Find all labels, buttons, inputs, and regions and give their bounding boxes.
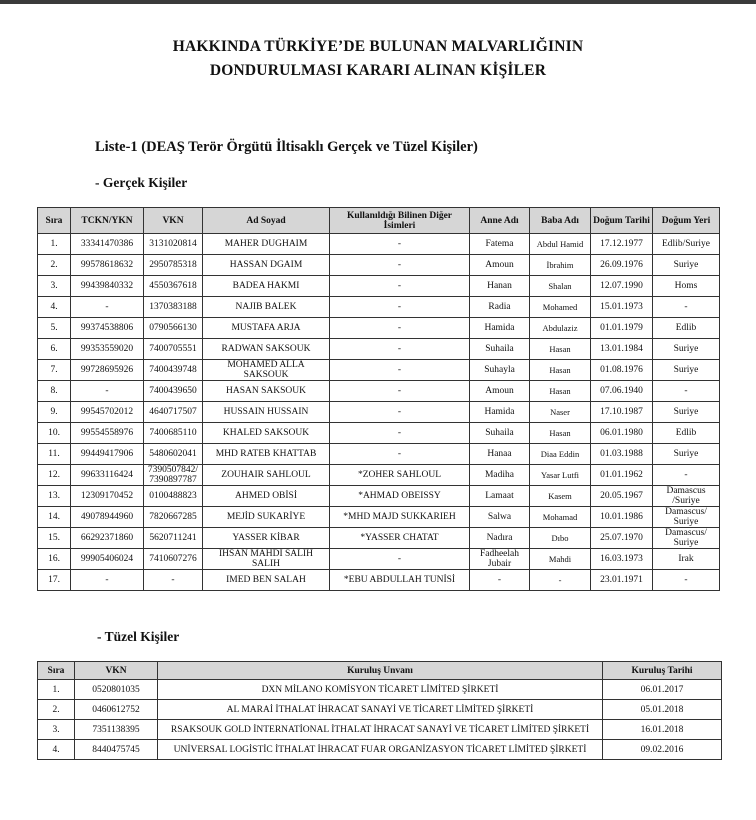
gercek-col-header: Doğum Yeri — [653, 208, 720, 234]
table-row — [38, 486, 720, 507]
gercek-cell: Suriye — [653, 444, 720, 465]
gercek-cell: Diaa Eddin — [530, 444, 591, 465]
gercek-cell: 15. — [38, 528, 71, 549]
table-row — [38, 740, 722, 760]
gercek-cell: IMED BEN SALAH — [203, 570, 330, 591]
gercek-cell: YASSER KİBAR — [203, 528, 330, 549]
gercek-cell: AHMED OBİSİ — [203, 486, 330, 507]
gercek-cell: *AHMAD OBEISSY — [330, 486, 470, 507]
table-row — [38, 381, 720, 402]
table-row — [38, 360, 720, 381]
gercek-cell: Hasan — [530, 381, 591, 402]
gercek-cell: 0790566130 — [144, 318, 203, 339]
gercek-cell: - — [330, 339, 470, 360]
gercek-cell: - — [653, 570, 720, 591]
gercek-cell: 16. — [38, 549, 71, 570]
gercek-cell: Suriye — [653, 360, 720, 381]
tuzel-cell: 2. — [38, 700, 75, 720]
list-heading: Liste-1 (DEAŞ Terör Örgütü İltisaklı Gerçek ve Tüzel Kişiler) — [95, 139, 478, 155]
tuzel-cell: 4. — [38, 740, 75, 760]
gercek-cell: 06.01.1980 — [591, 423, 653, 444]
tuzel-kisiler-table — [37, 661, 722, 760]
gercek-cell: MOHAMED ALLA SAKSOUK — [203, 360, 330, 381]
gercek-cell: 99728695926 — [71, 360, 144, 381]
table-row — [38, 276, 720, 297]
tuzel-cell: DXN MİLANO KOMİSYON TİCARET LİMİTED ŞİRKETİ — [158, 680, 603, 700]
gercek-cell: Edlib — [653, 423, 720, 444]
gercek-cell: 5. — [38, 318, 71, 339]
table-row — [38, 339, 720, 360]
gercek-cell: Homs — [653, 276, 720, 297]
table-row — [38, 423, 720, 444]
gercek-cell: Hanaa — [470, 444, 530, 465]
gercek-cell: MUSTAFA ARJA — [203, 318, 330, 339]
gercek-cell: Suhaila — [470, 423, 530, 444]
gercek-cell: - — [470, 570, 530, 591]
gercek-cell: 33341470386 — [71, 234, 144, 255]
gercek-cell: Hamida — [470, 318, 530, 339]
gercek-cell: 7400439748 — [144, 360, 203, 381]
tuzel-col-header: Kuruluş Unvanı — [158, 662, 603, 680]
gercek-cell: 49078944960 — [71, 507, 144, 528]
gercek-cell: MAHER DUGHAIM — [203, 234, 330, 255]
gercek-cell: 01.01.1962 — [591, 465, 653, 486]
tuzel-cell: RSAKSOUK GOLD İNTERNATİONAL İTHALAT İHRACAT SANAYİ VE TİCARET LİMİTED ŞİRKETİ — [158, 720, 603, 740]
gercek-cell: İbrahim — [530, 255, 591, 276]
tuzel-cell: 16.01.2018 — [603, 720, 722, 740]
gercek-cell: 17.10.1987 — [591, 402, 653, 423]
gercek-cell: - — [330, 234, 470, 255]
gercek-cell: 13.01.1984 — [591, 339, 653, 360]
gercek-cell: 7400685110 — [144, 423, 203, 444]
gercek-cell: IHSAN MAHDI SALIH SALIH — [203, 549, 330, 570]
gercek-cell: 17.12.1977 — [591, 234, 653, 255]
gercek-cell: - — [653, 465, 720, 486]
gercek-cell: BADEA HAKMI — [203, 276, 330, 297]
gercek-cell: Dıbo — [530, 528, 591, 549]
gercek-cell: 99374538806 — [71, 318, 144, 339]
gercek-cell: *EBU ABDULLAH TUNİSİ — [330, 570, 470, 591]
gercek-table-body — [38, 234, 720, 591]
gercek-cell: 1370383188 — [144, 297, 203, 318]
gercek-kisiler-table — [37, 207, 720, 591]
gercek-cell: Radia — [470, 297, 530, 318]
gercek-col-header: Doğum Tarihi — [591, 208, 653, 234]
table-row — [38, 255, 720, 276]
gercek-cell: 2. — [38, 255, 71, 276]
gercek-cell: Suhaila — [470, 339, 530, 360]
tuzel-col-header: Sıra — [38, 662, 75, 680]
gercek-cell: Hasan — [530, 360, 591, 381]
gercek-cell: Damascus/ Suriye — [653, 528, 720, 549]
gercek-cell: KHALED SAKSOUK — [203, 423, 330, 444]
tuzel-table-header — [38, 662, 722, 680]
gercek-cell: Shalan — [530, 276, 591, 297]
tuzel-col-header: Kuruluş Tarihi — [603, 662, 722, 680]
gercek-cell: 7400439650 — [144, 381, 203, 402]
table-row — [38, 402, 720, 423]
document-title-line-2: DONDURULMASI KARARI ALINAN KİŞİLER — [209, 62, 547, 79]
gercek-cell: MEJİD SUKARİYE — [203, 507, 330, 528]
tuzel-cell: AL MARAİ İTHALAT İHRACAT SANAYİ VE TİCARET LİMİTED ŞİRKETİ — [158, 700, 603, 720]
tuzel-col-header: VKN — [75, 662, 158, 680]
gercek-cell: 01.03.1988 — [591, 444, 653, 465]
gercek-cell: NAJIB BALEK — [203, 297, 330, 318]
gercek-cell: Hamida — [470, 402, 530, 423]
gercek-cell: Fadheelah Jubair — [470, 549, 530, 570]
gercek-kisiler-heading: - Gerçek Kişiler — [95, 175, 188, 190]
table-row — [38, 570, 720, 591]
gercek-cell: Damascus/ Suriye — [653, 507, 720, 528]
gercek-cell: Suriye — [653, 339, 720, 360]
gercek-cell: - — [330, 444, 470, 465]
gercek-cell: Hanan — [470, 276, 530, 297]
gercek-cell: - — [330, 423, 470, 444]
gercek-cell: 12. — [38, 465, 71, 486]
gercek-cell: Edlib/Suriye — [653, 234, 720, 255]
gercek-cell: 11. — [38, 444, 71, 465]
gercek-cell: 7410607276 — [144, 549, 203, 570]
gercek-cell: Lamaat — [470, 486, 530, 507]
gercek-cell: 10.01.1986 — [591, 507, 653, 528]
gercek-table-header — [38, 208, 720, 234]
gercek-cell: Amoun — [470, 255, 530, 276]
gercek-cell: 2950785318 — [144, 255, 203, 276]
gercek-cell: - — [330, 549, 470, 570]
gercek-cell: Fatema — [470, 234, 530, 255]
tuzel-cell: UNİVERSAL LOGİSTİC İTHALAT İHRACAT FUAR ORGANİZASYON TİCARET LİMİTED ŞİRKETİ — [158, 740, 603, 760]
gercek-cell: 6. — [38, 339, 71, 360]
gercek-cell: - — [530, 570, 591, 591]
gercek-cell: 14. — [38, 507, 71, 528]
tuzel-cell: 8440475745 — [75, 740, 158, 760]
gercek-cell: Damascus /Suriye — [653, 486, 720, 507]
gercek-cell: - — [71, 381, 144, 402]
tuzel-cell: 1. — [38, 680, 75, 700]
gercek-cell: Abdul Hamid — [530, 234, 591, 255]
gercek-cell: Edlib — [653, 318, 720, 339]
gercek-cell: 99554558976 — [71, 423, 144, 444]
tuzel-cell: 3. — [38, 720, 75, 740]
gercek-cell: Mahdi — [530, 549, 591, 570]
gercek-cell: - — [71, 570, 144, 591]
gercek-cell: Kasem — [530, 486, 591, 507]
gercek-cell: Mohamad — [530, 507, 591, 528]
gercek-cell: 99545702012 — [71, 402, 144, 423]
gercek-cell: - — [144, 570, 203, 591]
gercek-cell: 07.06.1940 — [591, 381, 653, 402]
gercek-cell: 20.05.1967 — [591, 486, 653, 507]
gercek-col-header: Anne Adı — [470, 208, 530, 234]
gercek-cell: 15.01.1973 — [591, 297, 653, 318]
table-row — [38, 234, 720, 255]
gercek-cell: 0100488823 — [144, 486, 203, 507]
gercek-cell: 1. — [38, 234, 71, 255]
gercek-cell: 5480602041 — [144, 444, 203, 465]
tuzel-cell: 7351138395 — [75, 720, 158, 740]
gercek-cell: HUSSAIN HUSSAIN — [203, 402, 330, 423]
gercek-cell: 4640717507 — [144, 402, 203, 423]
gercek-cell: - — [653, 381, 720, 402]
gercek-cell: - — [330, 255, 470, 276]
gercek-cell: 25.07.1970 — [591, 528, 653, 549]
gercek-col-header: Ad Soyad — [203, 208, 330, 234]
gercek-cell: - — [653, 297, 720, 318]
table-row — [38, 700, 722, 720]
table-row — [38, 680, 722, 700]
gercek-cell: 16.03.1973 — [591, 549, 653, 570]
gercek-cell: 99353559020 — [71, 339, 144, 360]
gercek-cell: Suriye — [653, 255, 720, 276]
gercek-col-header: TCKN/YKN — [71, 208, 144, 234]
gercek-cell: RADWAN SAKSOUK — [203, 339, 330, 360]
gercek-cell: - — [330, 297, 470, 318]
gercek-cell: 17. — [38, 570, 71, 591]
table-row — [38, 465, 720, 486]
gercek-cell: 10. — [38, 423, 71, 444]
tuzel-table-body — [38, 680, 722, 760]
gercek-cell: 66292371860 — [71, 528, 144, 549]
gercek-cell: ZOUHAIR SAHLOUL — [203, 465, 330, 486]
gercek-col-header: Kullanıldığı Bilinen Diğer İsimleri — [330, 208, 470, 234]
gercek-cell: - — [71, 297, 144, 318]
gercek-cell: 99578618632 — [71, 255, 144, 276]
tuzel-cell: 09.02.2016 — [603, 740, 722, 760]
gercek-cell: 7390507842/ 7390897787 — [144, 465, 203, 486]
gercek-cell: Nadıra — [470, 528, 530, 549]
gercek-cell: 7400705551 — [144, 339, 203, 360]
gercek-cell: 99905406024 — [71, 549, 144, 570]
gercek-cell: 3131020814 — [144, 234, 203, 255]
table-row — [38, 720, 722, 740]
top-border — [0, 0, 756, 4]
tuzel-cell: 0460612752 — [75, 700, 158, 720]
table-row — [38, 444, 720, 465]
gercek-cell: HASAN SAKSOUK — [203, 381, 330, 402]
gercek-cell: Salwa — [470, 507, 530, 528]
gercek-cell: Mohamed — [530, 297, 591, 318]
gercek-cell: Madiha — [470, 465, 530, 486]
gercek-cell: *ZOHER SAHLOUL — [330, 465, 470, 486]
tuzel-cell: 05.01.2018 — [603, 700, 722, 720]
table-row — [38, 507, 720, 528]
gercek-cell: Yasar Lutfi — [530, 465, 591, 486]
gercek-cell: 12309170452 — [71, 486, 144, 507]
gercek-col-header: VKN — [144, 208, 203, 234]
gercek-cell: Suhayla — [470, 360, 530, 381]
gercek-cell: 5620711241 — [144, 528, 203, 549]
tuzel-kisiler-heading: - Tüzel Kişiler — [97, 629, 180, 644]
gercek-cell: 8. — [38, 381, 71, 402]
gercek-cell: Hasan — [530, 339, 591, 360]
gercek-cell: 26.09.1976 — [591, 255, 653, 276]
gercek-cell: 3. — [38, 276, 71, 297]
table-row — [38, 549, 720, 570]
gercek-cell: 99633116424 — [71, 465, 144, 486]
tuzel-cell: 0520801035 — [75, 680, 158, 700]
table-row — [38, 297, 720, 318]
gercek-cell: - — [330, 360, 470, 381]
gercek-cell: 01.08.1976 — [591, 360, 653, 381]
tuzel-cell: 06.01.2017 — [603, 680, 722, 700]
gercek-cell: *YASSER CHATAT — [330, 528, 470, 549]
gercek-col-header: Sıra — [38, 208, 71, 234]
gercek-cell: 4550367618 — [144, 276, 203, 297]
gercek-cell: MHD RATEB KHATTAB — [203, 444, 330, 465]
gercek-cell: Amoun — [470, 381, 530, 402]
gercek-cell: - — [330, 402, 470, 423]
gercek-cell: Suriye — [653, 402, 720, 423]
gercek-cell: Hasan — [530, 423, 591, 444]
gercek-cell: Abdulaziz — [530, 318, 591, 339]
gercek-cell: 12.07.1990 — [591, 276, 653, 297]
gercek-cell: 23.01.1971 — [591, 570, 653, 591]
gercek-cell: 7. — [38, 360, 71, 381]
gercek-cell: - — [330, 381, 470, 402]
gercek-cell: *MHD MAJD SUKKARIEH — [330, 507, 470, 528]
gercek-cell: 01.01.1979 — [591, 318, 653, 339]
gercek-cell: - — [330, 318, 470, 339]
gercek-cell: 99439840332 — [71, 276, 144, 297]
gercek-cell: - — [330, 276, 470, 297]
table-row — [38, 528, 720, 549]
gercek-cell: 13. — [38, 486, 71, 507]
gercek-col-header: Baba Adı — [530, 208, 591, 234]
table-row — [38, 318, 720, 339]
gercek-cell: 4. — [38, 297, 71, 318]
gercek-cell: 7820667285 — [144, 507, 203, 528]
gercek-cell: HASSAN DGAIM — [203, 255, 330, 276]
gercek-cell: Irak — [653, 549, 720, 570]
gercek-cell: Naser — [530, 402, 591, 423]
document-title-line-1: HAKKINDA TÜRKİYE’DE BULUNAN MALVARLIĞININ — [172, 38, 584, 55]
gercek-cell: 9. — [38, 402, 71, 423]
gercek-cell: 99449417906 — [71, 444, 144, 465]
